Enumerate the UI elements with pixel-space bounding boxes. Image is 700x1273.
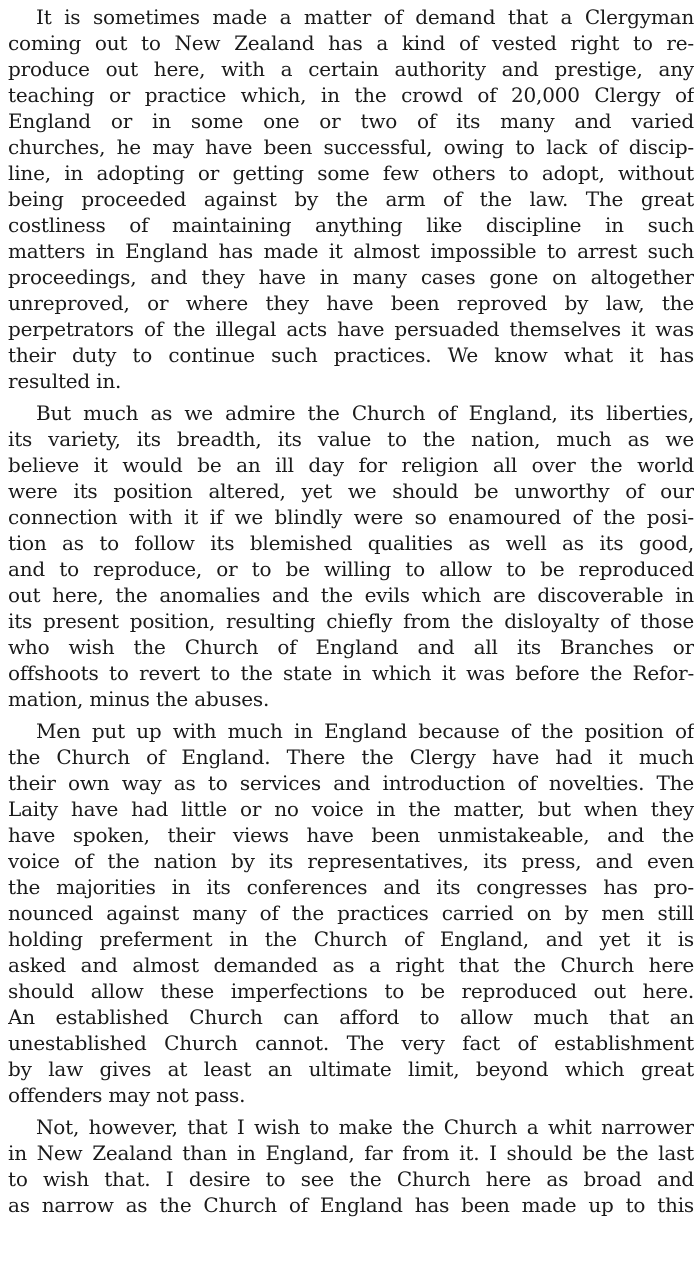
text-line: out here, the anomalies and the evils which are discoverable in xyxy=(8,583,694,607)
text-line: believe it would be an ill day for religion all over the world xyxy=(8,453,694,477)
text-line: mation, minus the abuses. xyxy=(8,687,270,711)
text-line: resulted in. xyxy=(8,369,122,393)
text-line: voice of the nation by its representatives, its press, and even xyxy=(8,849,694,873)
text-line: teaching or practice which, in the crowd of 20,000 Clergy of xyxy=(8,83,694,107)
text-line: the majorities in its conferences and its congresses has pro- xyxy=(8,875,694,899)
text-line: unestablished Church cannot. The very fact of establishment xyxy=(8,1031,694,1055)
text-line: in New Zealand than in England, far from it. I should be the last xyxy=(8,1141,694,1165)
text-line: churches, he may have been successful, owing to lack of discip- xyxy=(8,135,694,159)
text-line: its variety, its breadth, its value to the nation, much as we xyxy=(8,427,694,451)
text-line: should allow these imperfections to be reproduced out here. xyxy=(8,979,694,1003)
text-line: produce out here, with a certain authority and prestige, any xyxy=(8,57,694,81)
text-line: Laity have had little or no voice in the matter, but when they xyxy=(8,797,694,821)
text-line: its present position, resulting chiefly from the disloyalty of those xyxy=(8,609,694,633)
text-line: But much as we admire the Church of England, its liberties, xyxy=(36,401,694,425)
text-line: asked and almost demanded as a right that the Church here xyxy=(8,953,694,977)
text-line: nounced against many of the practices carried on by men still xyxy=(8,901,694,925)
text-line: the Church of England. There the Clergy have had it much xyxy=(8,745,694,769)
text-line: their duty to continue such practices. We know what it has xyxy=(8,343,694,367)
text-line: as narrow as the Church of England has been made up to this xyxy=(8,1193,694,1217)
text-line: coming out to New Zealand has a kind of vested right to re- xyxy=(8,31,694,55)
text-line: have spoken, their views have been unmistakeable, and the xyxy=(8,823,694,847)
text-line: offshoots to revert to the state in which it was before the Refor- xyxy=(8,661,694,685)
text-line: by law gives at least an ultimate limit, beyond which great xyxy=(8,1057,694,1081)
text-line: It is sometimes made a matter of demand that a Clergyman xyxy=(36,5,694,29)
text-line: being proceeded against by the arm of the law. The great xyxy=(8,187,694,211)
text-line: unreproved, or where they have been reproved by law, the xyxy=(8,291,694,315)
text-line: were its position altered, yet we should be unworthy of our xyxy=(8,479,694,503)
text-line: costliness of maintaining anything like discipline in such xyxy=(8,213,694,237)
text-line: line, in adopting or getting some few others to adopt, without xyxy=(8,161,694,185)
text-line: holding preferment in the Church of England, and yet it is xyxy=(8,927,694,951)
text-line: and to reproduce, or to be willing to allow to be reproduced xyxy=(8,557,694,581)
text-line: who wish the Church of England and all its Branches or xyxy=(8,635,694,659)
text-line: proceedings, and they have in many cases gone on altogether xyxy=(8,265,694,289)
text-line: their own way as to services and introduction of novelties. The xyxy=(8,771,694,795)
text-line: An established Church can afford to allow much that an xyxy=(8,1005,694,1029)
text-line: perpetrators of the illegal acts have persuaded themselves it was xyxy=(8,317,694,341)
text-line: connection with it if we blindly were so enamoured of the posi- xyxy=(8,505,694,529)
text-line: to wish that. I desire to see the Church here as broad and xyxy=(8,1167,694,1191)
text-line: matters in England has made it almost impossible to arrest such xyxy=(8,239,694,263)
text-line: England or in some one or two of its many and varied xyxy=(8,109,694,133)
text-line: tion as to follow its blemished qualities as well as its good, xyxy=(8,531,694,555)
text-line: Not, however, that I wish to make the Church a whit narrower xyxy=(36,1115,694,1139)
text-line: offenders may not pass. xyxy=(8,1083,246,1107)
text-line: Men put up with much in England because of the position of xyxy=(36,719,694,743)
